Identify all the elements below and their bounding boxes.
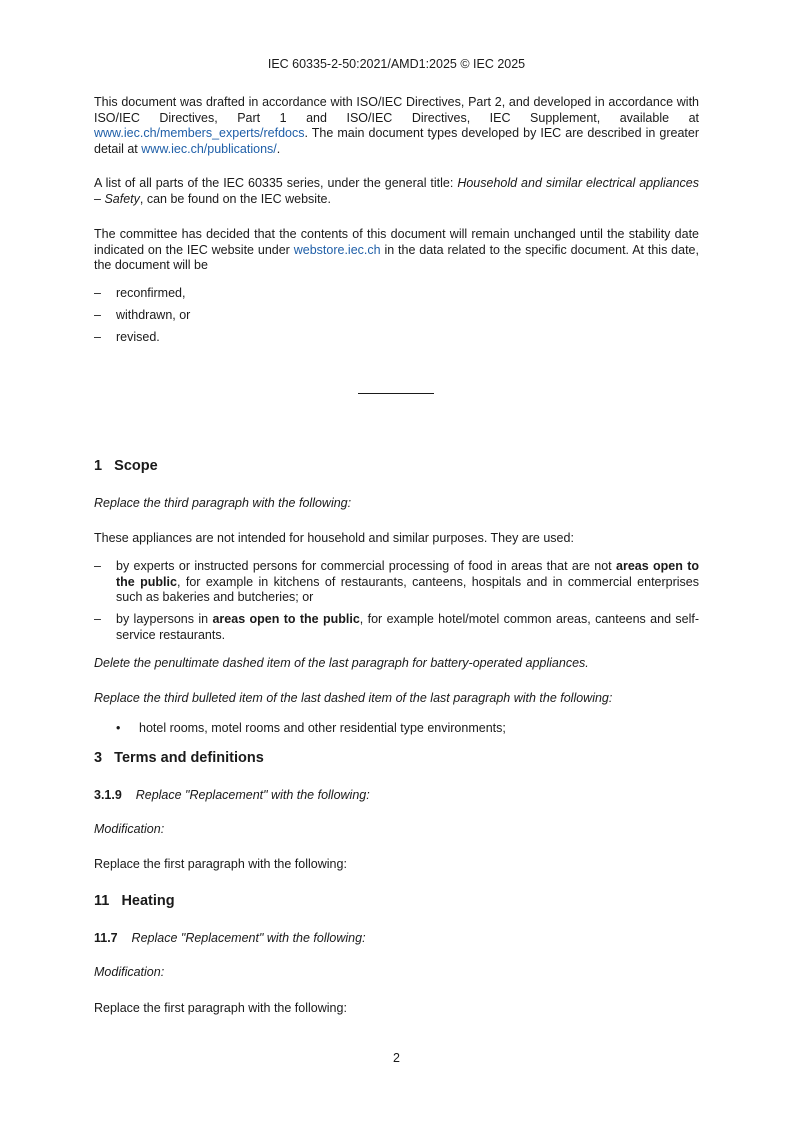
scope-instruction-2: Delete the penultimate dashed item of the last paragraph for battery-operated appliances. (94, 656, 589, 670)
heating-modification-label: Modification: (94, 965, 165, 979)
page-header: IEC 60335-2-50:2021/AMD1:2025 © IEC 2025 (267, 57, 526, 71)
webstore-link[interactable]: webstore.iec.ch (293, 242, 381, 257)
intro-paragraph-stability: The committee has decided that the contents of this document will remain unchanged until the stability date indicated on the IEC website under webstore.iec.ch in the data related to the specific document. At this date, the document will be (94, 227, 699, 272)
intro-paragraph-series: A list of all parts of the IEC 60335 series, under the general title: Household and similar electrical appliances – Safety, can be found on the IEC website. (94, 176, 699, 206)
scope-instruction-3: Replace the third bulleted item of the last dashed item of the last paragraph with the following: (94, 691, 613, 705)
section-heading-heating: 11 Heating (94, 893, 175, 909)
terms-modification-label: Modification: (94, 822, 165, 836)
list-item: – withdrawn, or (94, 308, 191, 322)
heating-paragraph: Replace the first paragraph with the following: (94, 1001, 347, 1015)
section-heading-scope: 1 Scope (94, 458, 158, 474)
subclause-3-1-9: 3.1.9 Replace "Replacement" with the following: (94, 788, 370, 802)
list-item: – revised. (94, 330, 160, 344)
list-item: – by laypersons in areas open to the public, for example hotel/motel common areas, canteens and self-service restaurants. (94, 612, 699, 642)
page-number: 2 (393, 1051, 400, 1065)
subclause-11-7: 11.7 Replace "Replacement" with the following: (94, 931, 366, 945)
refdocs-link[interactable]: www.iec.ch/members_experts/refdocs (94, 126, 305, 140)
terms-paragraph: Replace the first paragraph with the following: (94, 857, 347, 871)
section-heading-terms: 3 Terms and definitions (94, 750, 264, 766)
intro-paragraph-directives: This document was drafted in accordance with ISO/IEC Directives, Part 2, and developed in accordance with ISO/IEC Directives, Part 1 and ISO/IEC Directives, IEC Supplement, available at www.iec.ch/members_experts/refdocs. The main document types developed by IEC are described in greater detail at www.iec.ch/publications/. (94, 95, 699, 156)
separator-line (358, 393, 434, 394)
scope-paragraph: These appliances are not intended for household and similar purposes. They are used: (94, 531, 574, 545)
list-item: – reconfirmed, (94, 286, 186, 300)
bullet-item: • hotel rooms, motel rooms and other residential type environments; (116, 721, 506, 735)
scope-instruction-1: Replace the third paragraph with the following: (94, 496, 352, 510)
publications-link[interactable]: www.iec.ch/publications/ (141, 141, 277, 156)
list-item: – by experts or instructed persons for commercial processing of food in areas that are not areas open to the public, for example in kitchens of restaurants, canteens, hospitals and in commercial enterprises such as bakeries and butcheries; or (94, 559, 700, 604)
